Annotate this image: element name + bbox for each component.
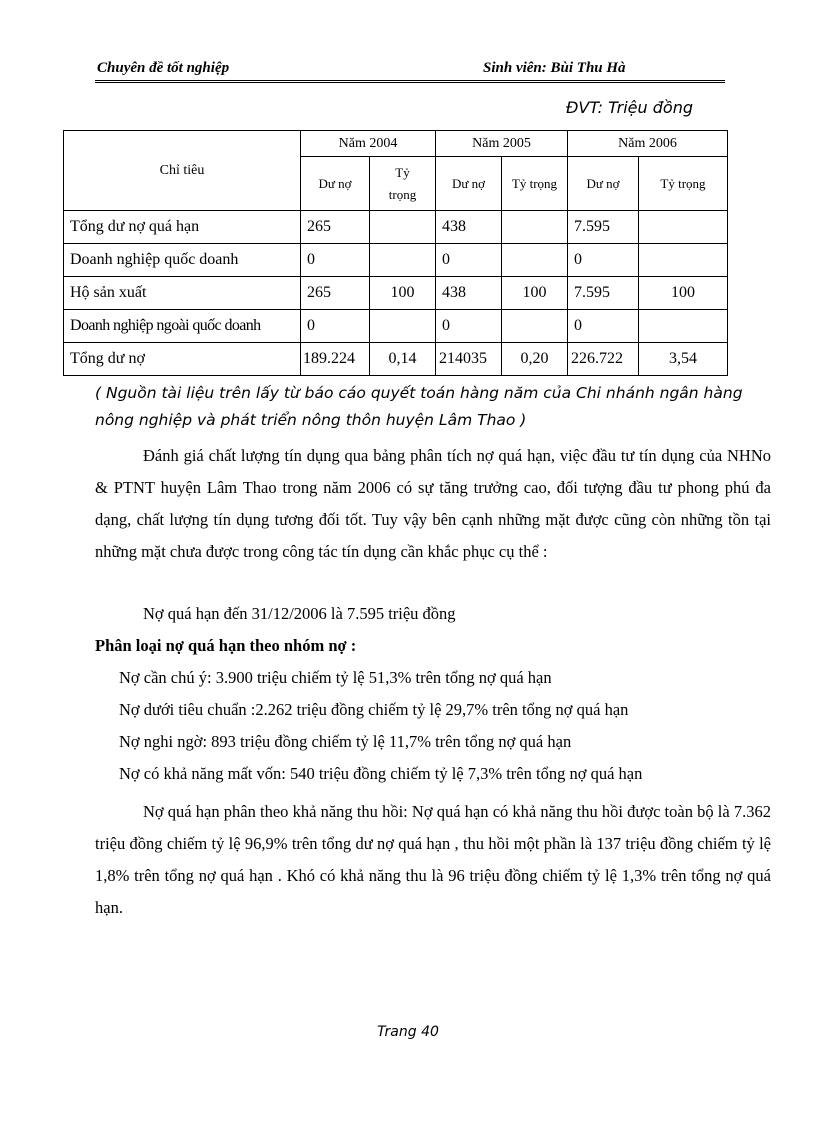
cell: 265	[301, 277, 370, 310]
header-year-2004: Năm 2004	[301, 131, 436, 157]
row-label: Doanh nghiệp quốc doanh	[64, 244, 301, 277]
recovery-paragraph: Nợ quá hạn phân theo khả năng thu hồi: Nợ quá hạn có khả năng thu hồi được toàn bộ là 7.362 triệu đồng chiếm tỷ lệ 96,9% trên tổng dư nợ quá hạn , thu hồi một phần là 137 triệu đồng chiếm tỷ lệ 1,8% trên tổng nợ quá hạn . Khó có khả năng thu là 96 triệu đồng chiếm tỷ lệ 1,3% trên tổng nợ quá hạn.	[95, 802, 771, 917]
classification-item: Nợ cần chú ý: 3.900 triệu chiếm tỷ lệ 51,3% trên tổng nợ quá hạn	[119, 668, 552, 687]
cell: 0	[301, 244, 370, 277]
unit-label: ĐVT: Triệu đồng	[566, 98, 693, 117]
classification-item: Nợ dưới tiêu chuẩn :2.262 triệu đồng chiếm tỷ lệ 29,7% trên tổng nợ quá hạn	[119, 700, 629, 719]
header-debt-2005: Dư nợ	[436, 157, 502, 211]
cell: 7.595	[568, 277, 639, 310]
cell: 7.595	[568, 211, 639, 244]
header-share-2005: Tỷ trọng	[502, 157, 568, 211]
row-label: Doanh nghiệp ngoài quốc doanh	[64, 310, 301, 343]
classification-heading: Phân loại nợ quá hạn theo nhóm nợ :	[95, 636, 357, 655]
cell: 100	[370, 277, 436, 310]
source-note: ( Nguồn tài liệu trên lấy từ báo cáo quyết toán hàng năm của Chi nhánh ngân hàng nông nghiệp và phát triển nông thôn huyện Lâm Thao )	[95, 384, 743, 429]
cell	[639, 310, 728, 343]
cell: 3,54	[639, 343, 728, 376]
cell: 189.224	[301, 343, 370, 376]
cell	[370, 244, 436, 277]
header-debt-2004: Dư nợ	[301, 157, 370, 211]
cell	[370, 211, 436, 244]
cell: 214035	[436, 343, 502, 376]
cell: 438	[436, 277, 502, 310]
row-label: Hộ sản xuất	[64, 277, 301, 310]
cell	[502, 310, 568, 343]
page-number: Trang 40	[377, 1024, 439, 1040]
cell	[639, 244, 728, 277]
table-row	[64, 343, 728, 376]
table-row	[64, 277, 728, 310]
cell: 0	[436, 244, 502, 277]
classification-item: Nợ nghi ngờ: 893 triệu đồng chiếm tỷ lệ 11,7% trên tổng nợ quá hạn	[119, 732, 572, 751]
cell: 0	[436, 310, 502, 343]
table-row	[64, 244, 728, 277]
header-student-name: Sinh viên: Bùi Thu Hà	[483, 60, 626, 76]
page-header	[95, 58, 725, 83]
row-label: Tổng dư nợ quá hạn	[64, 211, 301, 244]
header-share-2004: Tỷ trọng	[370, 157, 436, 211]
header-year-2006: Năm 2006	[568, 131, 728, 157]
cell: 226.722	[568, 343, 639, 376]
row-label: Tổng dư nợ	[64, 343, 301, 376]
cell: 100	[502, 277, 568, 310]
cell	[370, 310, 436, 343]
classification-item: Nợ có khả năng mất vốn: 540 triệu đồng chiếm tỷ lệ 7,3% trên tổng nợ quá hạn	[119, 764, 643, 783]
table-row	[64, 310, 728, 343]
cell	[639, 211, 728, 244]
header-document-type: Chuyên đề tốt nghiệp	[97, 60, 230, 76]
table-row	[64, 211, 728, 244]
cell: 438	[436, 211, 502, 244]
cell: 0,20	[502, 343, 568, 376]
analysis-paragraph: Đánh giá chất lượng tín dụng qua bảng phân tích nợ quá hạn, việc đầu tư tín dụng của NHNo & PTNT huyện Lâm Thao trong năm 2006 có sự tăng trưởng cao, đối tượng đầu tư phong phú đa dạng, chất lượng tín dụng tương đối tốt. Tuy vậy bên cạnh những mặt được cũng còn những tồn tại những mặt chưa được trong công tác tín dụng cần khắc phục cụ thể :	[95, 446, 771, 561]
cell: 0	[568, 244, 639, 277]
header-share-2006: Tỷ trọng	[639, 157, 728, 211]
header-year-2005: Năm 2005	[436, 131, 568, 157]
overdue-debt-table	[63, 130, 728, 376]
cell: 100	[639, 277, 728, 310]
header-debt-2006: Dư nợ	[568, 157, 639, 211]
cell: 0	[301, 310, 370, 343]
cell	[502, 244, 568, 277]
header-indicator: Chỉ tiêu	[64, 131, 301, 211]
table-header-row	[64, 131, 728, 157]
cell	[502, 211, 568, 244]
cell: 0,14	[370, 343, 436, 376]
cell: 265	[301, 211, 370, 244]
cell: 0	[568, 310, 639, 343]
overdue-total-line: Nợ quá hạn đến 31/12/2006 là 7.595 triệu đồng	[143, 604, 456, 623]
